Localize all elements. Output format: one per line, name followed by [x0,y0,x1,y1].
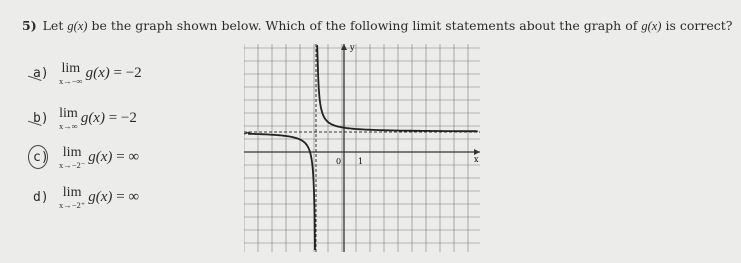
expr-fn: g(x) [88,149,113,166]
graph-grid [244,44,480,252]
option-b-limit [59,107,78,131]
option-b-expression [81,110,137,127]
option-c-limit [59,146,85,170]
lim-subscript: x→−∞ [59,76,83,86]
question-text-middle: be the graph shown below. Which of the following limit statements about the graph of [91,18,638,33]
expr-fn: g(x) [88,189,113,206]
option-c[interactable] [33,146,139,170]
expr-fn: g(x) [85,65,110,82]
lim-word: lim [61,61,81,76]
question-function: g(x) [67,19,88,33]
lim-word: lim [59,106,78,121]
option-a-expression [86,65,142,82]
right-branch-curve [317,46,478,131]
lim-subscript: x→−2⁻ [59,160,86,170]
expr-rest: = −2 [109,65,142,82]
option-d-expression [88,189,139,206]
lim-word: lim [62,145,82,160]
option-a-label: a) [33,66,59,81]
expr-rest: = ∞ [112,189,140,206]
expr-fn: g(x) [80,110,105,127]
option-a-limit [59,62,83,86]
option-d[interactable] [33,186,139,210]
x-axis-label: x [474,155,479,164]
function-graph [244,44,484,254]
question-function-2: g(x) [641,19,662,33]
lim-subscript: x→−2⁺ [59,200,86,210]
lim-subscript: x→∞ [59,121,78,131]
question-text-after: is correct? [665,18,733,33]
origin-label: 0 [336,157,342,166]
option-c-label: c) [33,150,59,165]
expr-rest: = −2 [104,110,137,127]
y-axis-label: y [350,44,355,52]
question-number: 5) [22,18,37,33]
tick-label: 1 [358,157,364,166]
option-d-limit [59,186,85,210]
lim-word: lim [62,185,82,200]
question-prompt [22,18,732,34]
option-b-label: b) [33,111,59,126]
expr-rest: = ∞ [112,149,140,166]
option-c-expression [88,149,139,166]
option-a[interactable] [33,62,142,86]
option-d-label: d) [33,190,49,206]
question-text-before: Let [42,18,64,33]
option-b[interactable] [33,107,137,131]
